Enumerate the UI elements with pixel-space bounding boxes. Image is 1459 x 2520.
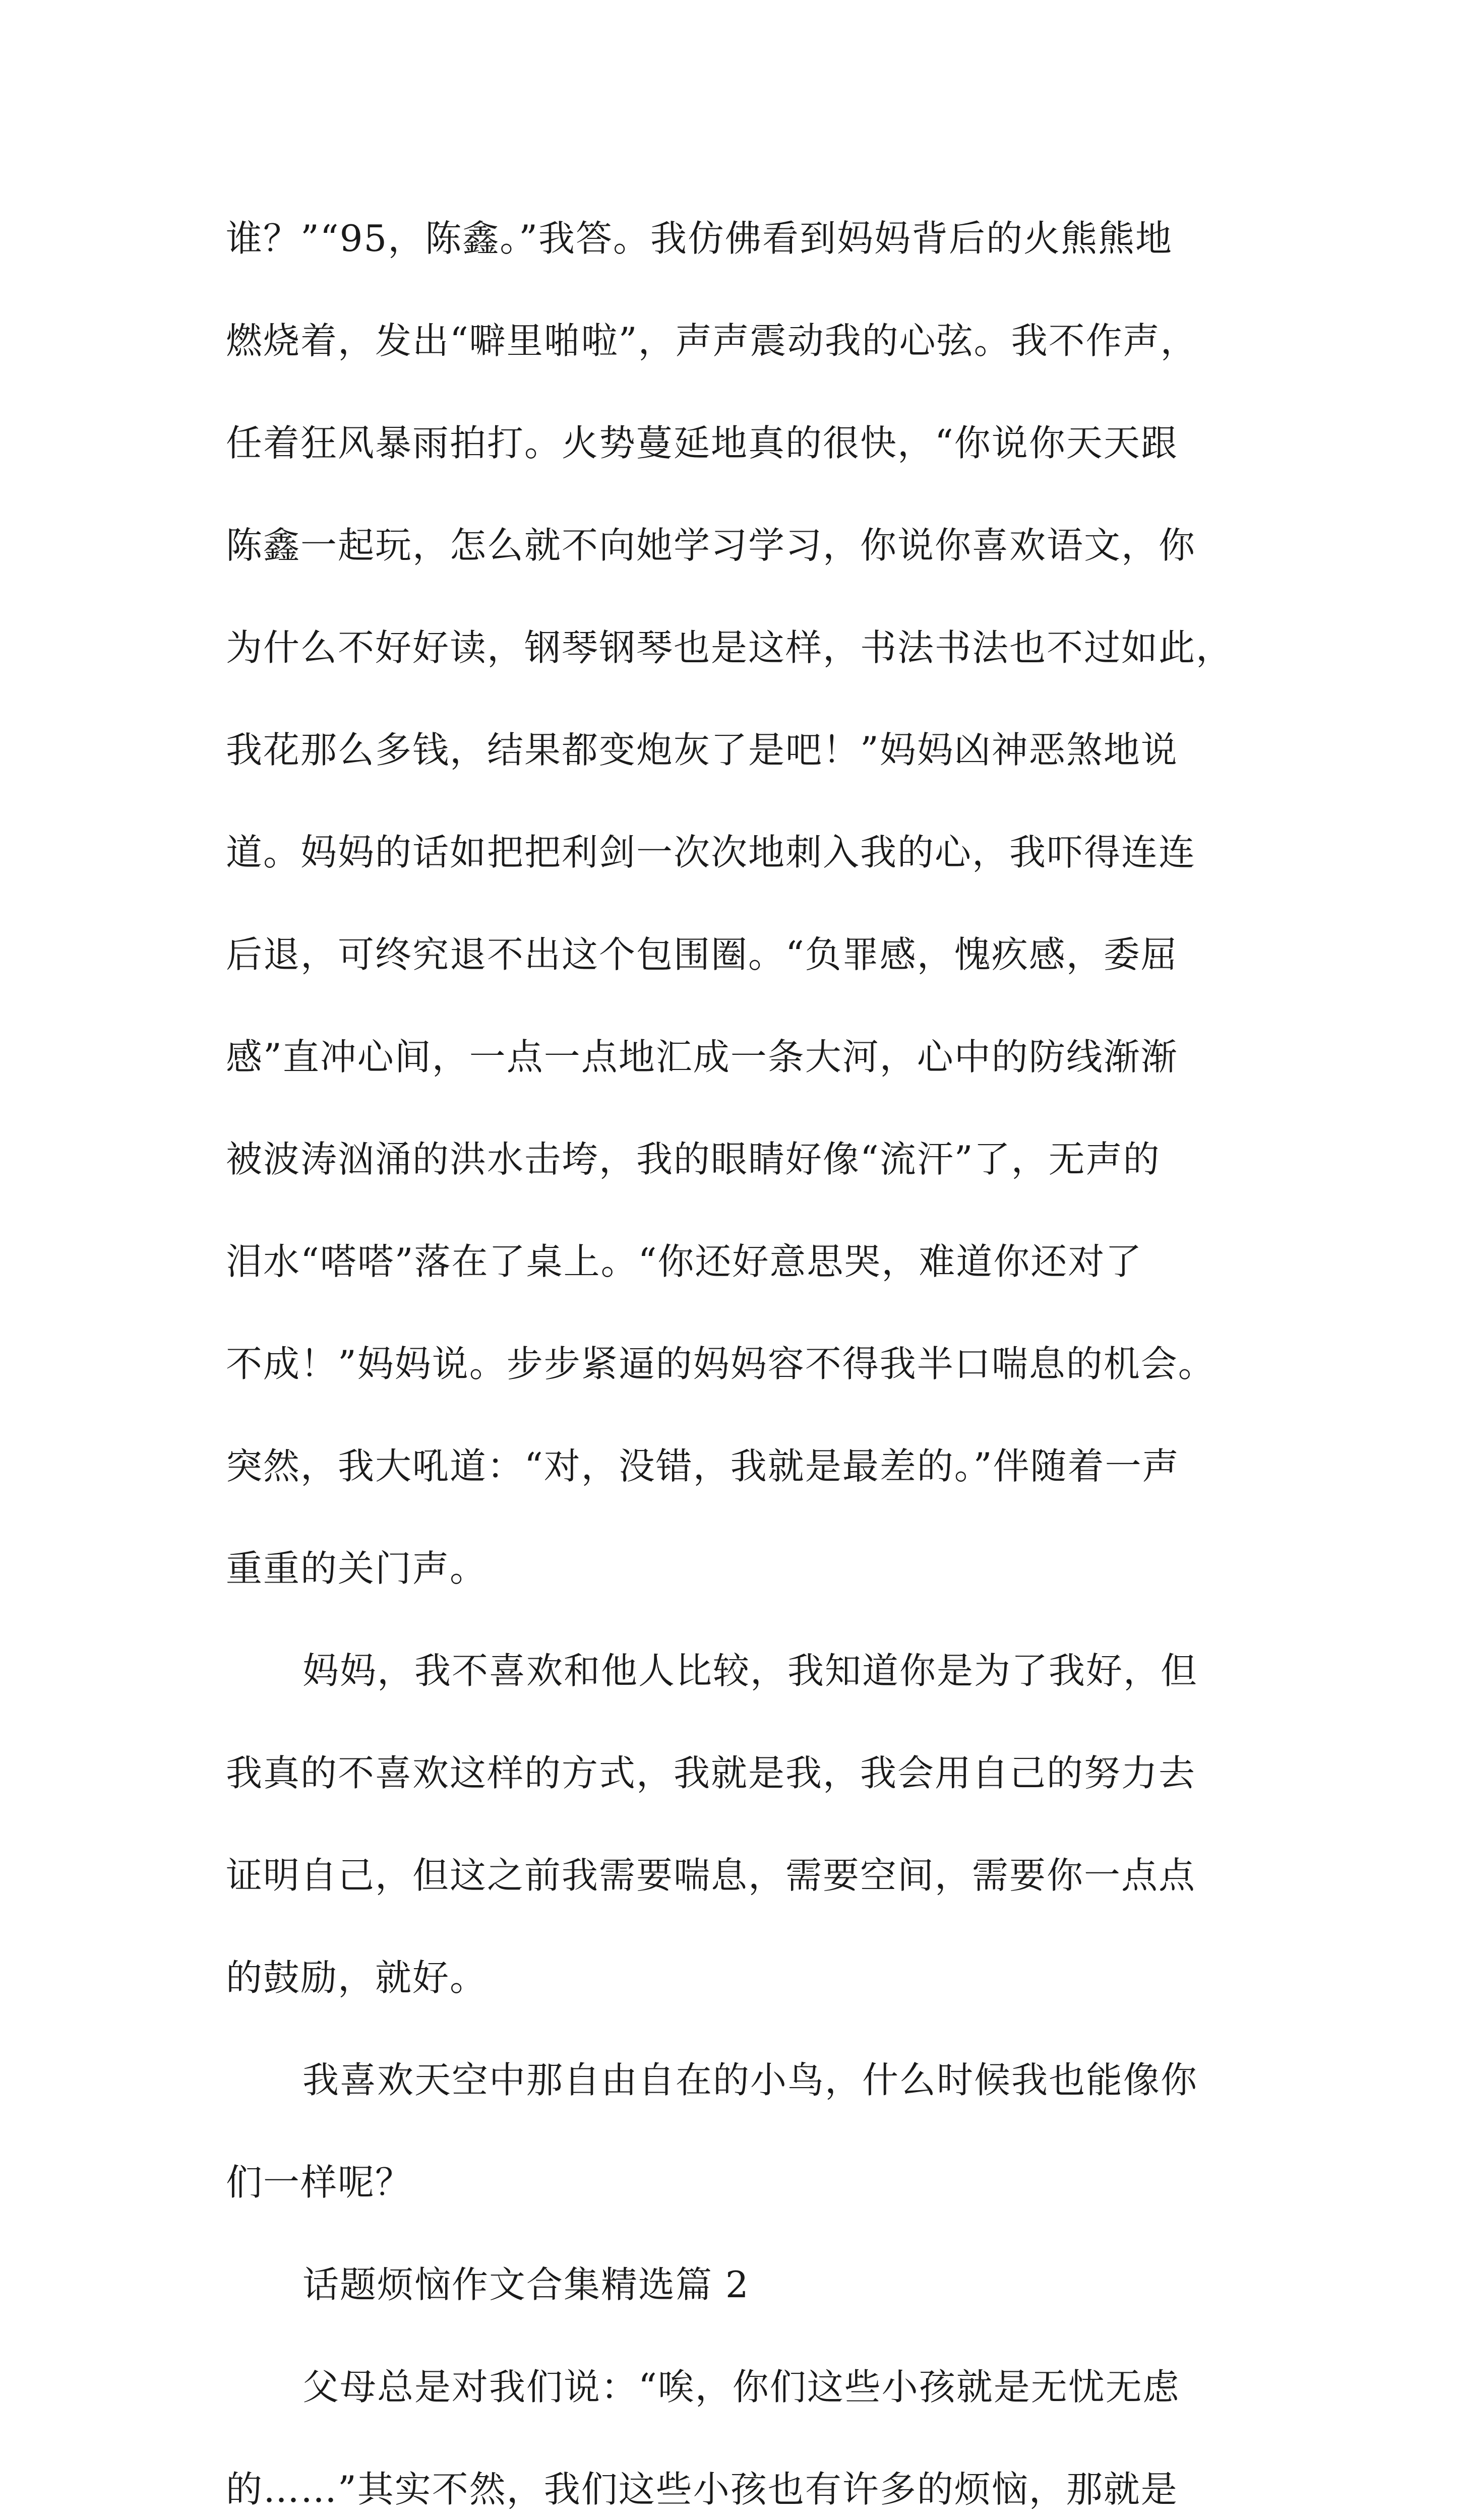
document-body [226,187,1259,2520]
text-line: 妈妈，我不喜欢和他人比较，我知道你是为了我好，但 [302,1650,1198,1692]
text-line: 突然，我大吼道：“对，没错，我就是最差的。”伴随着一声 [226,1445,1180,1487]
text-line: 父母总是对我们说：“唉，你们这些小孩就是无忧无虑 [302,2366,1180,2408]
text-line: 被波涛汹涌的洪水击垮，我的眼睛好像“流汗”了，无声的 [226,1138,1161,1180]
text-line: 不成！”妈妈说。步步紧逼的妈妈容不得我半口喘息的机会。 [226,1343,1215,1385]
text-line: 的……”其实不然，我们这些小孩也有许多的烦恼，那就是 [226,2468,1178,2510]
text-line: 为什么不好好读，钢琴钢琴也是这样，书法书法也不过如此， [226,626,1234,669]
text-line: 重重的关门声。 [226,1547,488,1590]
text-line: 我花那么多钱，结果都变炮灰了是吧！”妈妈凶神恶煞地说 [226,729,1178,771]
text-line: 道。妈妈的话如把把利剑一次次地刺入我的心，我吓得连连 [226,831,1196,873]
section-heading-text: 话题烦恼作文合集精选篇 2 [302,2263,750,2306]
text-line: 任着狂风暴雨拍打。火势蔓延地真的很快，“你说你天天跟 [226,422,1178,464]
text-line: 后退，可终究退不出这个包围圈。“负罪感，愧疚感，委屈 [226,933,1178,976]
paragraph [226,2336,1259,2520]
text-line: 我真的不喜欢这样的方式，我就是我，我会用自己的努力去 [226,1752,1196,1794]
text-line: 证明自己，但这之前我需要喘息，需要空间，需要你一点点 [226,1854,1196,1897]
paragraph [226,1620,1259,2029]
paragraph [226,2029,1259,2234]
text-line: 泪水“嗒嗒”落在了桌上。“你还好意思哭，难道你还对了 [226,1240,1143,1283]
text-line: 感”直冲心间，一点一点地汇成一条大河，心中的防线渐渐 [226,1036,1178,1078]
text-line: 们一样呢？ [226,2161,413,2203]
paragraph [226,187,1259,1620]
text-line: 陈鑫一起玩，怎么就不向她学习学习，你说你喜欢语文，你 [226,524,1196,566]
text-line: 我喜欢天空中那自由自在的小鸟，什么时候我也能像你 [302,2059,1198,2101]
section-heading [226,2234,1259,2336]
text-line: 的鼓励，就好。 [226,1957,488,1999]
text-line: 谁？”“95，陈鑫。”我答。我仿佛看到妈妈背后的火熊熊地 [226,217,1173,260]
text-line: 燃烧着，发出“噼里啪啦”，声声震动我的心弦。我不作声， [226,320,1198,362]
